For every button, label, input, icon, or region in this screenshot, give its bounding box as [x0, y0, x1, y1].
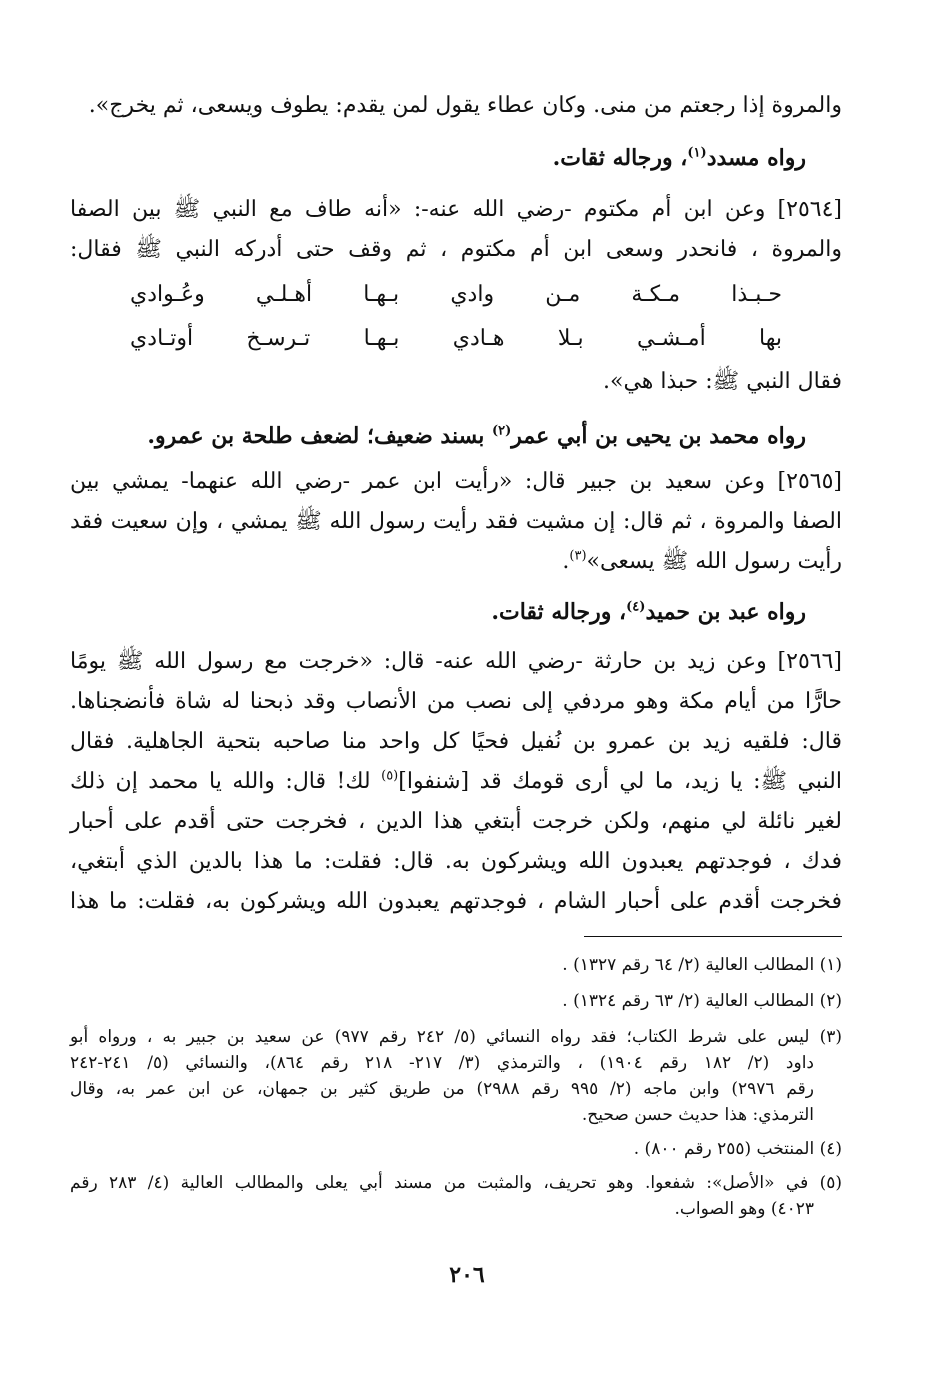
- footnote: (١) المطالب العالية (٢/ ٦٤ رقم ١٣٢٧) .: [562, 955, 842, 975]
- hadith-line: فخرجت أقدم على أحبار الشام ، فوجدتهم يعبدون الله ويشركون به، فقلت: ما هذا: [70, 889, 842, 914]
- text-line: والمروة إذا رجعتم من منى. وكان عطاء يقول لمن يقدم: يطوف ويسعى، ثم يخرج».: [88, 93, 842, 118]
- hadith-line: [٢٥٦٥] وعن سعيد بن جبير قال: «رأيت ابن عمر -رضي الله عنهما- يمشي بين: [70, 469, 842, 494]
- hadith-line: قال: فلقيه زيد بن عمرو بن نُفيل فحيًا كل واحد منا صاحبه بتحية الجاهلية. فقال: [70, 729, 842, 754]
- footnote: (٢) المطالب العالية (٢/ ٦٣ رقم ١٣٢٤) .: [562, 991, 842, 1011]
- hadith-line: النبي ﷺ: يا زيد، ما لي أرى قومك قد [شنفوا]$^{(٥)}$ لك! قال: والله يا محمد إن ذلك: [70, 768, 842, 794]
- page-number: ٢٠٦: [449, 1262, 485, 1288]
- source-line: رواه عبد بن حميد$^{(٤)}$، ورجاله ثقات.: [491, 599, 806, 625]
- footnote-ref: (٣): [569, 548, 587, 564]
- text-line: فقال النبي ﷺ: حبذا هي».: [602, 369, 842, 394]
- footnote: الترمذي: هذا حديث حسن صحيح.: [581, 1105, 814, 1125]
- footnote: (٤) المنتخب (٢٥٥ رقم ٨٠٠) .: [633, 1139, 842, 1159]
- hadith-line: لغير نائلة لي منهم، ولكن خرجت أبتغي هذا الدين ، فخرجت حتى أقدم على أحبار: [70, 809, 842, 834]
- footnote-ref: (٤): [626, 599, 646, 615]
- hadith-line: الصفا والمروة ، ثم قال: إن مشيت فقد رأيت رسول الله ﷺ يمشي ، وإن سعيت فقد: [70, 509, 842, 534]
- footnote: (٥) في «الأصل»: شفعوا. وهو تحريف، والمثبت من مسند أبي يعلى والمطالب العالية (٤/ ٢٨٣ رقم: [70, 1173, 842, 1193]
- poem-verse-2: بها أمـشـي بـلا هـادي بـهـا تـرسـخ أوتـادي: [130, 326, 782, 351]
- footnote: داود (٢/ ١٨٢ رقم ١٩٠٤) ، والترمذي (٣/ ٢١٧- ٢١٨ رقم ٨٦٤)، والنسائي (٥/ ٢٤١-٢٤٢: [70, 1053, 814, 1073]
- hadith-line: [٢٥٦٦] وعن زيد بن حارثة -رضي الله عنه- قال: «خرجت مع رسول الله ﷺ يومًا: [70, 649, 842, 674]
- hadith-line: [٢٥٦٤] وعن ابن أم مكتوم -رضي الله عنه-: «أنه طاف مع النبي ﷺ بين الصفا: [70, 197, 842, 222]
- source-line: رواه محمد بن يحيى بن أبي عمر$^{(٢)}$ بسند ضعيف؛ لضعف طلحة بن عمرو.: [147, 423, 806, 449]
- footnote: ٤٠٢٣) وهو الصواب.: [674, 1199, 814, 1219]
- source-line: رواه مسدد$^{(١)}$، ورجاله ثقات.: [552, 145, 806, 171]
- hadith-line: حارًّا من أيام مكة وهو مردفي إلى نصب من الأنصاب وقد ذبحنا له شاة فأنضجناها.: [70, 689, 842, 714]
- hadith-line: فدك ، فوجدتهم يعبدون الله ويشركون به. قال: فقلت: ما هذا بالدين الذي أبتغي،: [70, 849, 842, 874]
- hadith-line: رأيت رسول الله ﷺ يسعى»$^{(٣)}$.: [562, 548, 842, 574]
- footnote: (٣) ليس على شرط الكتاب؛ فقد رواه النسائي (٥/ ٢٤٢ رقم ٩٧٧) عن سعيد بن جبير به ، ورواه أبو: [70, 1027, 842, 1047]
- footnote: رقم ٢٩٧٦) وابن ماجه (٢/ ٩٩٥ رقم ٢٩٨٨) من طريق كثير بن جمهان، عن ابن عمر به، وقال: [70, 1079, 814, 1099]
- footnote-ref: (٢): [492, 423, 512, 439]
- hadith-line: والمروة ، فانحدر وسعى ابن أم مكتوم ، ثم وقف حتى أدركه النبي ﷺ فقال:: [70, 237, 842, 262]
- footnote-ref: (١): [687, 145, 707, 161]
- footnote-separator: [584, 936, 842, 937]
- footnote-ref: (٥): [381, 768, 399, 784]
- poem-verse-1: حـبـذا مـكـة مـن وادي بـهـا أهـلـي وعُـوادي: [130, 282, 782, 307]
